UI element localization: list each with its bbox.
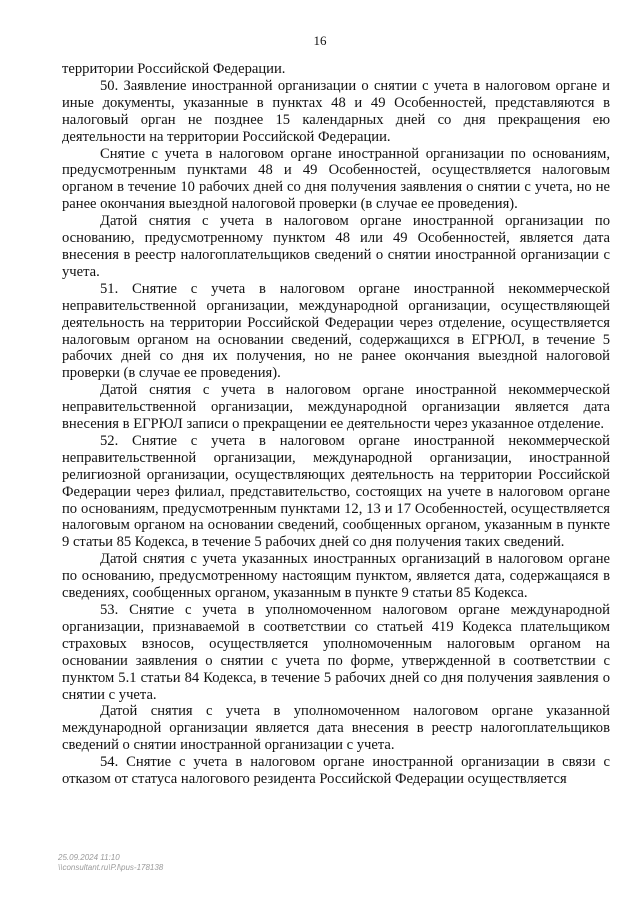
paragraph-51: 51. Снятие с учета в налоговом органе иностранной некоммерческой неправительственной организации, международной организации, осуществляющей деятельность на территории Российской Федерации через отделение, осуществляется налоговым органом на основании сведений, содержащихся в ЕГРЮЛ, в течение 5 рабочих дней со дня их получения, но не ранее окончания выездной налоговой проверки (в случае ее проведения). xyxy=(62,280,610,382)
paragraph-52-date: Датой снятия с учета указанных иностранных организаций в налоговом органе по основанию, предусмотренному настоящим пунктом, является дата, содержащаяся в сведениях, сообщенных органом, указанным в пункте 9 статьи 85 Кодекса. xyxy=(62,551,610,602)
paragraph-54: 54. Снятие с учета в налоговом органе иностранной организации в связи с отказом от статуса налогового резидента Российской Федерации осуществляется xyxy=(62,754,610,788)
paragraph-53: 53. Снятие с учета в уполномоченном налоговом органе международной организации, признаваемой в соответствии со статьей 419 Кодекса плательщиком страховых взносов, осуществляется уполномоченным налоговым органом на основании заявления о снятии с учета по форме, утвержденной в соответствии с пунктом 5.1 статьи 84 Кодекса, в течение 5 рабочих дней со дня получения заявления о снятии с учета. xyxy=(62,602,610,703)
page-number: 16 xyxy=(313,33,327,48)
footer-path: \\consultant.ru\P.l\pus-178138 xyxy=(58,863,164,872)
document-body xyxy=(62,61,610,788)
paragraph-51-date: Датой снятия с учета в налоговом органе иностранной некоммерческой неправительственной организации, международной организации является дата внесения в ЕГРЮЛ записи о прекращении ее деятельности через указанное отделение. xyxy=(62,382,610,433)
paragraph-continuation: территории Российской Федерации. xyxy=(62,61,286,77)
paragraph-50-removal: Снятие с учета в налоговом органе иностранной организации по основаниям, предусмотренным пунктами 48 и 49 Особенностей, осуществляется налоговым органом в течение 10 рабочих дней со дня получения заявления о снятии с учета, но не ранее окончания выездной налоговой проверки (в случае ее проведения). xyxy=(62,145,610,213)
paragraph-50-date: Датой снятия с учета в налоговом органе иностранной организации по основанию, предусмотренному пунктом 48 или 49 Особенностей, является дата внесения в реестр налогоплательщиков сведений о снятии иностранной организации с учета. xyxy=(62,213,610,280)
footer-timestamp: 25.09.2024 11:10 xyxy=(58,853,120,862)
paragraph-53-date: Датой снятия с учета в уполномоченном налоговом органе указанной международной организации является дата внесения в реестр налогоплательщиков сведений о снятии иностранной организации с учета. xyxy=(62,703,610,754)
footer-stamp xyxy=(58,853,163,873)
paragraph-52: 52. Снятие с учета в налоговом органе иностранной некоммерческой неправительственной организации, международной организации, иностранной религиозной организации, осуществляющих деятельность на территории Российской Федерации через филиал, представительство, состоящих на учете в налоговом органе по основаниям, предусмотренным пунктами 12, 13 и 17 Особенностей, осуществляется налоговым органом на основании сведений, сообщенных органом, указанным в пункте 9 статьи 85 Кодекса, в течение 5 рабочих дней со дня получения таких сведений. xyxy=(62,432,610,551)
paragraph-50: 50. Заявление иностранной организации о снятии с учета в налоговом органе и иные документы, указанные в пунктах 48 и 49 Особенностей, представляются в налоговый орган не позднее 15 календарных дней со дня прекращения ею деятельности на территории Российской Федерации. xyxy=(62,77,610,145)
